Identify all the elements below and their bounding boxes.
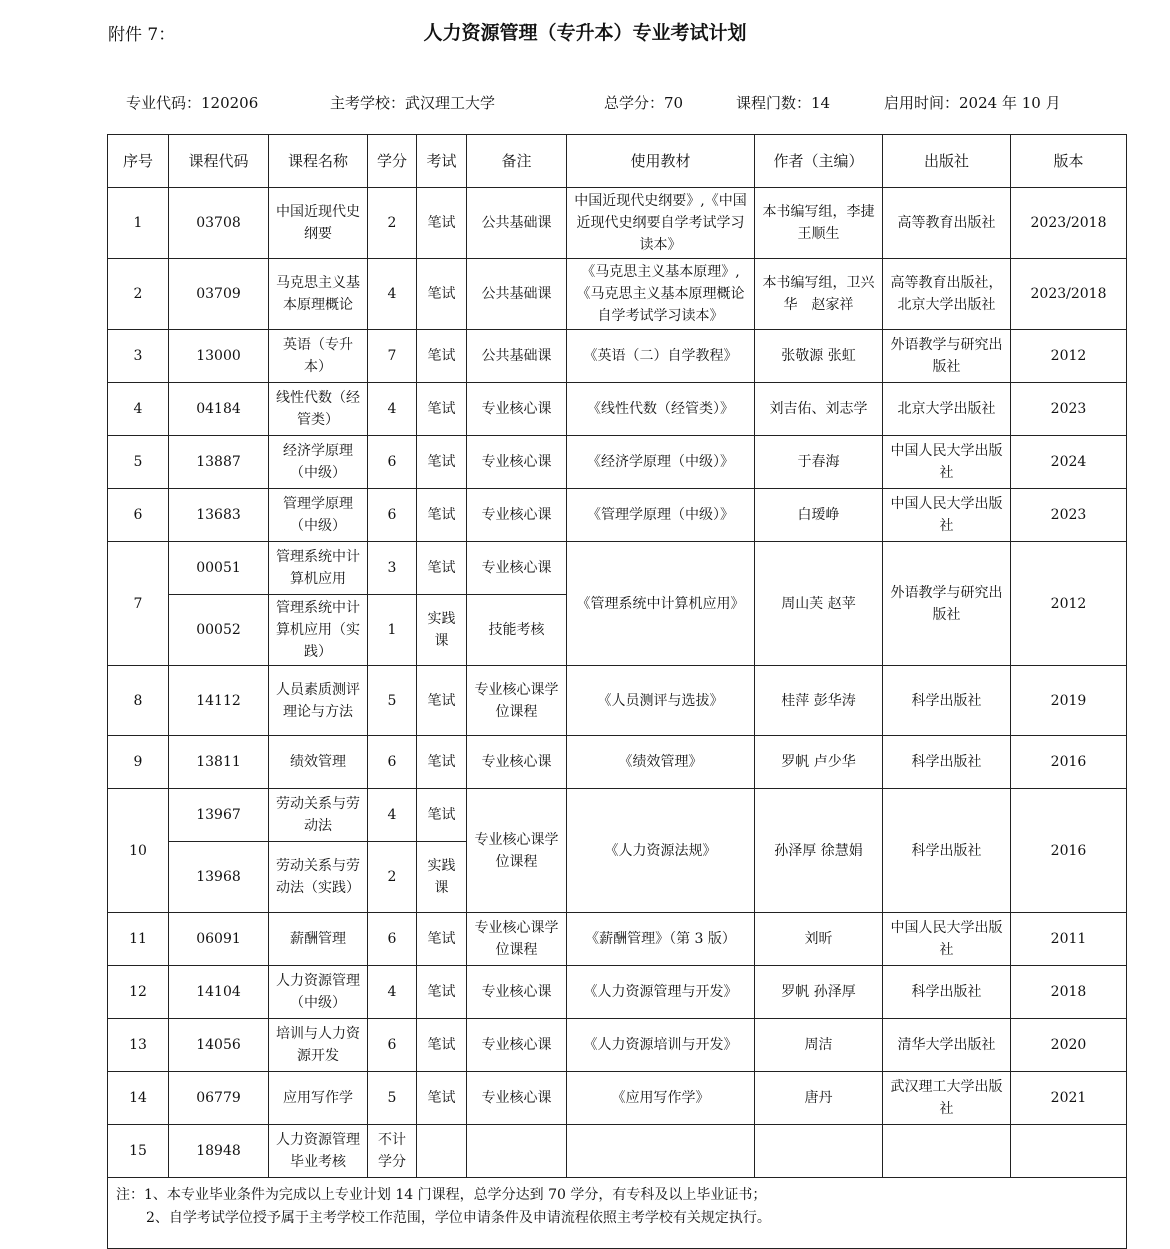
cell-no: 13 xyxy=(108,1019,169,1072)
table-row xyxy=(108,330,1127,383)
cell-name: 绩效管理 xyxy=(269,736,368,789)
cell-author xyxy=(755,1125,883,1178)
cell-publisher: 清华大学出版社 xyxy=(883,1019,1011,1072)
cell-name: 英语（专升本） xyxy=(269,330,368,383)
cell-credit: 2 xyxy=(368,842,417,913)
cell-publisher: 武汉理工大学出版社 xyxy=(883,1072,1011,1125)
cell-no: 4 xyxy=(108,383,169,436)
notes-cell xyxy=(108,1178,1127,1249)
cell-exam: 笔试 xyxy=(417,436,467,489)
cell-credit: 6 xyxy=(368,913,417,966)
cell-credit: 7 xyxy=(368,330,417,383)
cell-exam: 笔试 xyxy=(417,966,467,1019)
host-school: 主考学校：武汉理工大学 xyxy=(330,94,496,112)
cell-publisher: 科学出版社 xyxy=(883,789,1011,913)
cell-no: 9 xyxy=(108,736,169,789)
cell-name: 人力资源管理毕业考核 xyxy=(269,1125,368,1178)
cell-exam: 笔试 xyxy=(417,913,467,966)
cell-credit: 6 xyxy=(368,436,417,489)
cell-book: 《管理系统中计算机应用》 xyxy=(567,542,755,666)
table-header-row xyxy=(108,135,1127,188)
cell-author: 桂萍 彭华涛 xyxy=(755,666,883,736)
cell-code: 00051 xyxy=(169,542,269,595)
cell-credit: 4 xyxy=(368,259,417,330)
cell-author: 孙泽厚 徐慧娟 xyxy=(755,789,883,913)
cell-publisher: 科学出版社 xyxy=(883,966,1011,1019)
cell-code: 14112 xyxy=(169,666,269,736)
cell-code: 14056 xyxy=(169,1019,269,1072)
cell-exam: 笔试 xyxy=(417,1019,467,1072)
cell-remark: 专业核心课学位课程 xyxy=(467,789,567,913)
cell-version: 2024 xyxy=(1011,436,1127,489)
cell-exam: 笔试 xyxy=(417,188,467,259)
cell-publisher: 北京大学出版社 xyxy=(883,383,1011,436)
cell-version: 2021 xyxy=(1011,1072,1127,1125)
cell-credit: 6 xyxy=(368,736,417,789)
cell-book: 《人员测评与选拔》 xyxy=(567,666,755,736)
notes-row xyxy=(108,1178,1127,1249)
note-line-2: 2、自学考试学位授予属于主考学校工作范围，学位申请条件及申请流程依照主考学校有关规定执行。 xyxy=(146,1210,771,1226)
cell-name: 应用写作学 xyxy=(269,1072,368,1125)
cell-publisher: 高等教育出版社，北京大学出版社 xyxy=(883,259,1011,330)
cell-name: 薪酬管理 xyxy=(269,913,368,966)
cell-name: 经济学原理（中级） xyxy=(269,436,368,489)
table-row xyxy=(108,436,1127,489)
cell-book: 《英语（二）自学教程》 xyxy=(567,330,755,383)
col-name: 课程名称 xyxy=(269,135,368,188)
cell-author: 罗帆 孙泽厚 xyxy=(755,966,883,1019)
major-code: 专业代码：120206 xyxy=(126,94,259,112)
cell-version: 2023/2018 xyxy=(1011,259,1127,330)
cell-book: 《绩效管理》 xyxy=(567,736,755,789)
table-row xyxy=(108,259,1127,330)
table-row xyxy=(108,966,1127,1019)
cell-name: 劳动关系与劳动法（实践） xyxy=(269,842,368,913)
page-title: 人力资源管理（专升本）专业考试计划 xyxy=(423,22,747,44)
total-credits: 总学分：70 xyxy=(604,94,684,112)
cell-name: 劳动关系与劳动法 xyxy=(269,789,368,842)
cell-remark: 公共基础课 xyxy=(467,259,567,330)
cell-exam: 笔试 xyxy=(417,383,467,436)
cell-author: 刘昕 xyxy=(755,913,883,966)
cell-code: 06779 xyxy=(169,1072,269,1125)
cell-remark: 专业核心课 xyxy=(467,1019,567,1072)
cell-exam: 笔试 xyxy=(417,542,467,595)
cell-no: 8 xyxy=(108,666,169,736)
cell-name: 人力资源管理（中级） xyxy=(269,966,368,1019)
cell-publisher: 中国人民大学出版社 xyxy=(883,489,1011,542)
cell-version: 2011 xyxy=(1011,913,1127,966)
cell-publisher: 中国人民大学出版社 xyxy=(883,436,1011,489)
cell-credit: 1 xyxy=(368,595,417,666)
cell-no: 3 xyxy=(108,330,169,383)
cell-book: 《人力资源管理与开发》 xyxy=(567,966,755,1019)
col-no: 序号 xyxy=(108,135,169,188)
cell-credit: 2 xyxy=(368,188,417,259)
cell-book: 《薪酬管理》（第 3 版） xyxy=(567,913,755,966)
table-row xyxy=(108,489,1127,542)
cell-credit: 不计学分 xyxy=(368,1125,417,1178)
cell-code: 13811 xyxy=(169,736,269,789)
cell-no: 11 xyxy=(108,913,169,966)
cell-remark: 专业核心课 xyxy=(467,383,567,436)
cell-book: 《经济学原理（中级）》 xyxy=(567,436,755,489)
table-row xyxy=(108,1019,1127,1072)
cell-code: 13000 xyxy=(169,330,269,383)
note-line-1: 注：1、本专业毕业条件为完成以上专业计划 14 门课程，总学分达到 70 学分，有专科及以上毕业证书； xyxy=(116,1187,767,1203)
cell-remark: 技能考核 xyxy=(467,595,567,666)
cell-version: 2023/2018 xyxy=(1011,188,1127,259)
col-exam: 考试 xyxy=(417,135,467,188)
cell-book: 《人力资源法规》 xyxy=(567,789,755,913)
cell-version xyxy=(1011,1125,1127,1178)
cell-code: 00052 xyxy=(169,595,269,666)
cell-author: 白瑷峥 xyxy=(755,489,883,542)
cell-author: 周山芙 赵苹 xyxy=(755,542,883,666)
cell-code: 13683 xyxy=(169,489,269,542)
cell-code: 14104 xyxy=(169,966,269,1019)
cell-code: 13968 xyxy=(169,842,269,913)
cell-version: 2023 xyxy=(1011,489,1127,542)
col-remark: 备注 xyxy=(467,135,567,188)
cell-code: 04184 xyxy=(169,383,269,436)
cell-remark: 专业核心课 xyxy=(467,436,567,489)
cell-code: 13887 xyxy=(169,436,269,489)
cell-exam: 笔试 xyxy=(417,259,467,330)
cell-author: 本书编写组，卫兴华 赵家祥 xyxy=(755,259,883,330)
cell-name: 马克思主义基本原理概论 xyxy=(269,259,368,330)
cell-publisher: 高等教育出版社 xyxy=(883,188,1011,259)
cell-author: 罗帆 卢少华 xyxy=(755,736,883,789)
cell-author: 刘吉佑、刘志学 xyxy=(755,383,883,436)
cell-exam: 笔试 xyxy=(417,789,467,842)
cell-credit: 4 xyxy=(368,789,417,842)
cell-no: 1 xyxy=(108,188,169,259)
cell-no: 2 xyxy=(108,259,169,330)
cell-publisher: 外语教学与研究出版社 xyxy=(883,330,1011,383)
cell-no: 5 xyxy=(108,436,169,489)
cell-code: 03709 xyxy=(169,259,269,330)
cell-exam: 实践课 xyxy=(417,842,467,913)
cell-credit: 6 xyxy=(368,1019,417,1072)
table-row xyxy=(108,666,1127,736)
start-time: 启用时间：2024 年 10 月 xyxy=(884,94,1061,112)
cell-version: 2016 xyxy=(1011,789,1127,913)
cell-remark: 专业核心课学位课程 xyxy=(467,666,567,736)
cell-exam: 笔试 xyxy=(417,736,467,789)
cell-code: 03708 xyxy=(169,188,269,259)
cell-version: 2012 xyxy=(1011,330,1127,383)
cell-author: 于春海 xyxy=(755,436,883,489)
cell-publisher: 科学出版社 xyxy=(883,666,1011,736)
cell-publisher xyxy=(883,1125,1011,1178)
col-author: 作者（主编） xyxy=(755,135,883,188)
cell-version: 2016 xyxy=(1011,736,1127,789)
cell-credit: 4 xyxy=(368,966,417,1019)
cell-no: 10 xyxy=(108,789,169,913)
cell-book xyxy=(567,1125,755,1178)
table-row xyxy=(108,542,1127,595)
cell-exam: 笔试 xyxy=(417,1072,467,1125)
cell-remark xyxy=(467,1125,567,1178)
col-book: 使用教材 xyxy=(567,135,755,188)
col-code: 课程代码 xyxy=(169,135,269,188)
cell-exam: 实践课 xyxy=(417,595,467,666)
cell-exam: 笔试 xyxy=(417,330,467,383)
cell-publisher: 中国人民大学出版社 xyxy=(883,913,1011,966)
cell-book: 《管理学原理（中级）》 xyxy=(567,489,755,542)
cell-exam: 笔试 xyxy=(417,666,467,736)
cell-name: 管理系统中计算机应用 xyxy=(269,542,368,595)
cell-author: 唐丹 xyxy=(755,1072,883,1125)
cell-book: 《马克思主义基本原理》,《马克思主义基本原理概论自学考试学习读本》 xyxy=(567,259,755,330)
cell-no: 14 xyxy=(108,1072,169,1125)
cell-remark: 专业核心课 xyxy=(467,489,567,542)
table-row xyxy=(108,1125,1127,1178)
cell-no: 6 xyxy=(108,489,169,542)
cell-version: 2023 xyxy=(1011,383,1127,436)
cell-name: 管理学原理（中级） xyxy=(269,489,368,542)
cell-credit: 3 xyxy=(368,542,417,595)
cell-no: 7 xyxy=(108,542,169,666)
cell-exam xyxy=(417,1125,467,1178)
cell-author: 周洁 xyxy=(755,1019,883,1072)
cell-remark: 公共基础课 xyxy=(467,330,567,383)
table-row xyxy=(108,913,1127,966)
cell-no: 12 xyxy=(108,966,169,1019)
cell-name: 线性代数（经管类） xyxy=(269,383,368,436)
cell-name: 中国近现代史纲要 xyxy=(269,188,368,259)
cell-credit: 5 xyxy=(368,1072,417,1125)
cell-remark: 专业核心课 xyxy=(467,1072,567,1125)
attachment-label: 附件 7： xyxy=(108,25,176,45)
col-version: 版本 xyxy=(1011,135,1127,188)
table-row xyxy=(108,789,1127,842)
cell-book: 中国近现代史纲要》,《中国近现代史纲要自学考试学习读本》 xyxy=(567,188,755,259)
cell-version: 2019 xyxy=(1011,666,1127,736)
cell-book: 《人力资源培训与开发》 xyxy=(567,1019,755,1072)
cell-publisher: 外语教学与研究出版社 xyxy=(883,542,1011,666)
cell-no: 15 xyxy=(108,1125,169,1178)
cell-name: 培训与人力资源开发 xyxy=(269,1019,368,1072)
cell-author: 本书编写组，李捷 王顺生 xyxy=(755,188,883,259)
cell-name: 管理系统中计算机应用（实践） xyxy=(269,595,368,666)
cell-version: 2012 xyxy=(1011,542,1127,666)
cell-remark: 公共基础课 xyxy=(467,188,567,259)
cell-credit: 4 xyxy=(368,383,417,436)
cell-publisher: 科学出版社 xyxy=(883,736,1011,789)
table-row xyxy=(108,383,1127,436)
cell-remark: 专业核心课学位课程 xyxy=(467,913,567,966)
cell-remark: 专业核心课 xyxy=(467,542,567,595)
cell-credit: 6 xyxy=(368,489,417,542)
cell-author: 张敬源 张虹 xyxy=(755,330,883,383)
cell-version: 2020 xyxy=(1011,1019,1127,1072)
col-credit: 学分 xyxy=(368,135,417,188)
cell-remark: 专业核心课 xyxy=(467,966,567,1019)
table-row xyxy=(108,1072,1127,1125)
cell-code: 06091 xyxy=(169,913,269,966)
cell-code: 18948 xyxy=(169,1125,269,1178)
cell-remark: 专业核心课 xyxy=(467,736,567,789)
cell-book: 《线性代数（经管类）》 xyxy=(567,383,755,436)
course-count: 课程门数：14 xyxy=(736,94,831,112)
cell-version: 2018 xyxy=(1011,966,1127,1019)
table-row xyxy=(108,188,1127,259)
cell-credit: 5 xyxy=(368,666,417,736)
cell-code: 13967 xyxy=(169,789,269,842)
col-publisher: 出版社 xyxy=(883,135,1011,188)
cell-book: 《应用写作学》 xyxy=(567,1072,755,1125)
table-row xyxy=(108,736,1127,789)
cell-name: 人员素质测评理论与方法 xyxy=(269,666,368,736)
exam-plan-table xyxy=(107,134,1127,1249)
cell-exam: 笔试 xyxy=(417,489,467,542)
